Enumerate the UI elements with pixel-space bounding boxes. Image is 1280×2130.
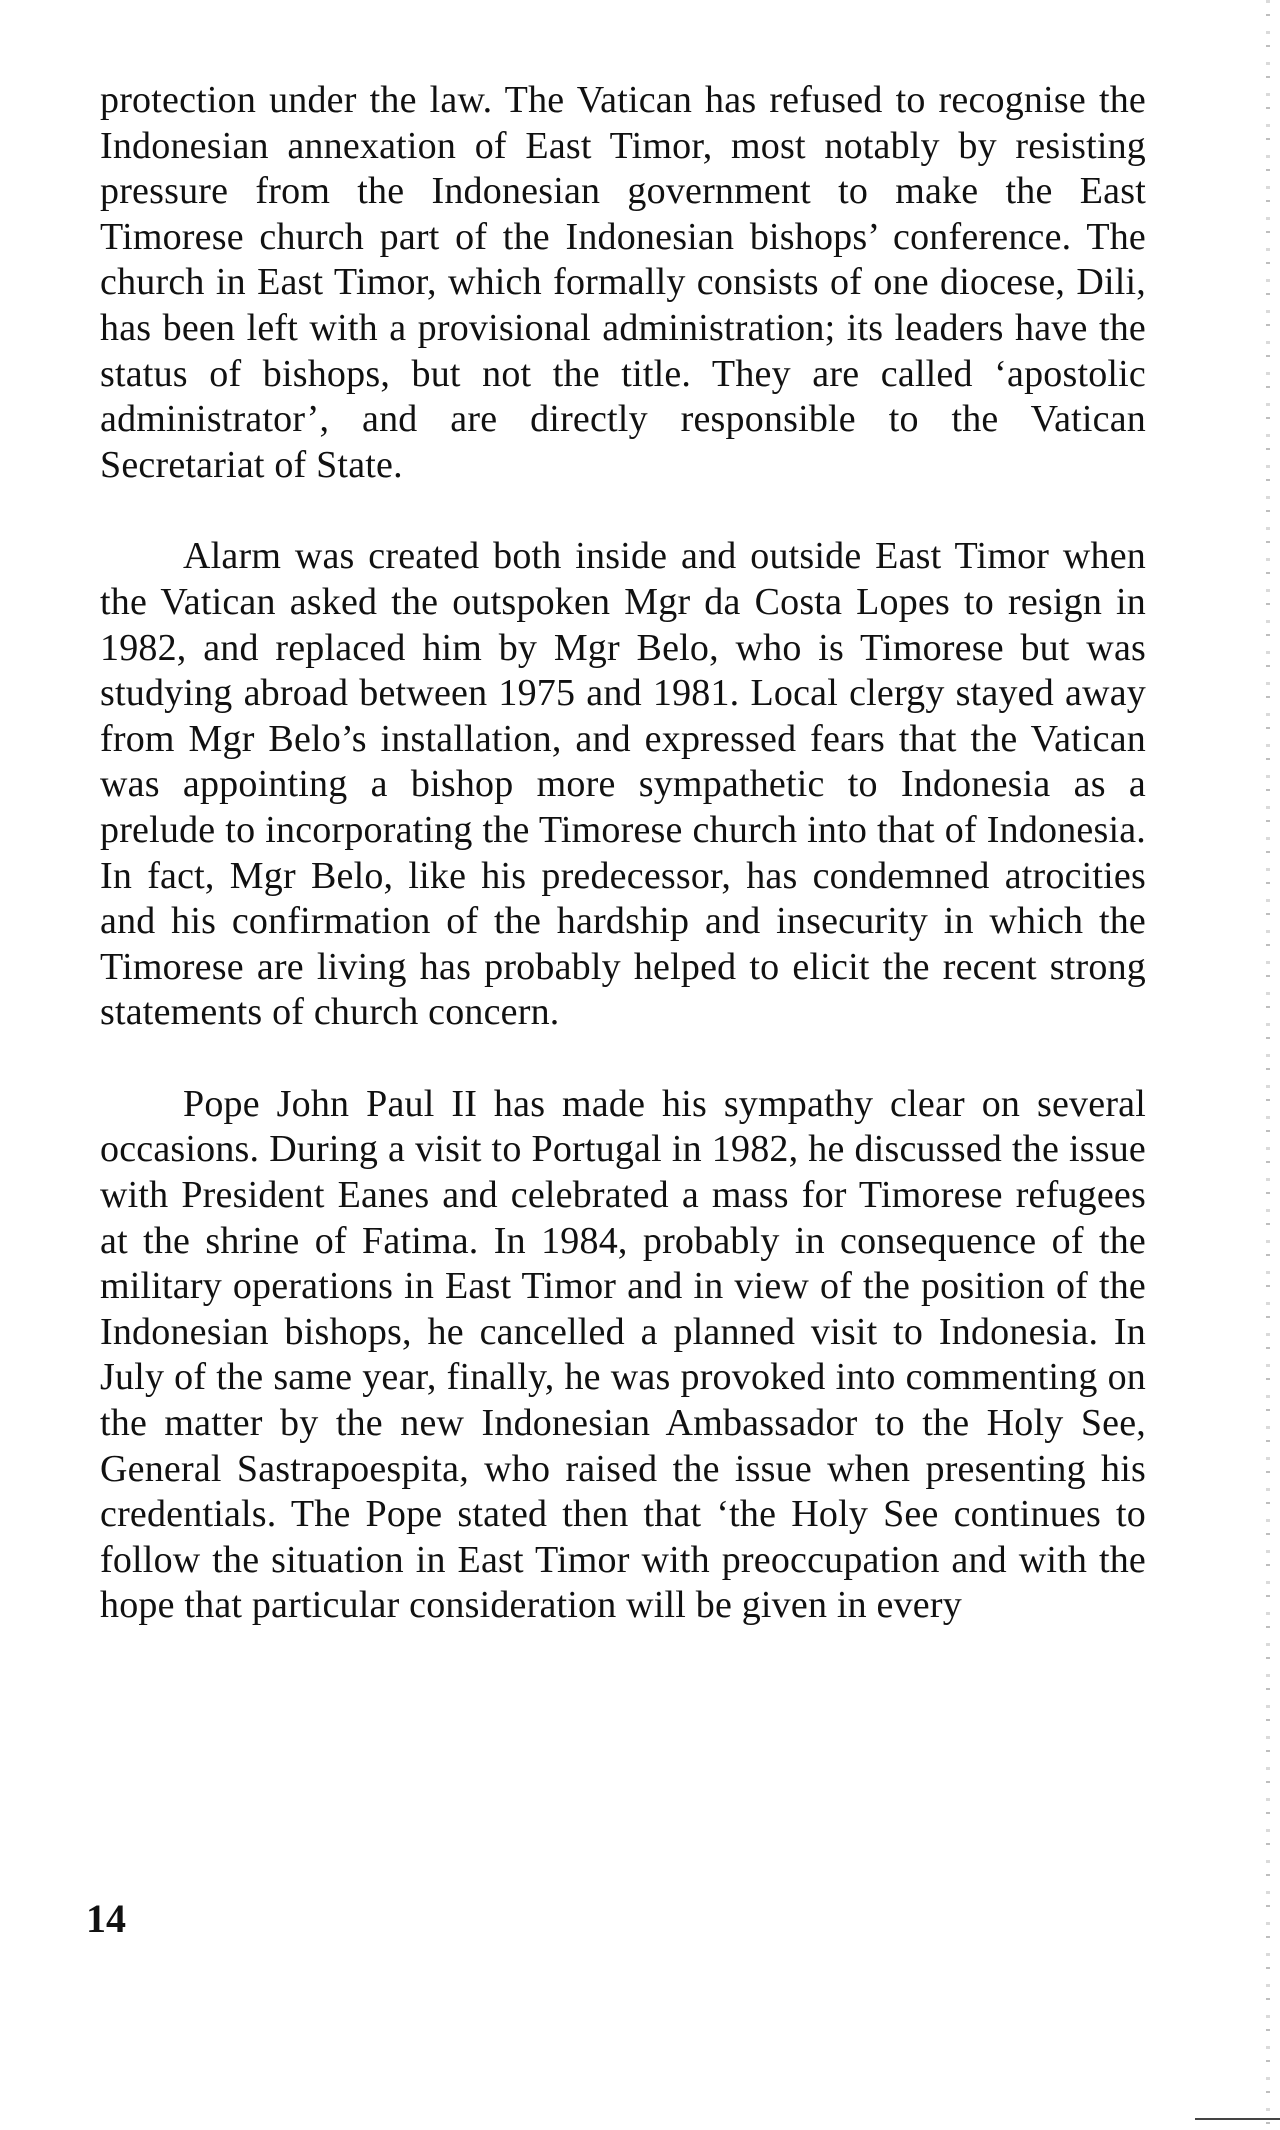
paragraph-1: protection under the law. The Vatican has refused to recognise the Indonesian annexation of East Timor, most notably by resisting pressure from the Indonesian government to make the East Timorese church part of the Indonesian bishops’ conference. The church in East Timor, which formally consists of one diocese, Dili, has been left with a provisional administration; its leaders have the status of bishops, but not the title. They are called ‘apostolic administrator’, and are directly responsible to the Vatican Secretariat of State. bbox=[100, 79, 1146, 486]
paragraph-3: Pope John Paul II has made his sympathy clear on several occasions. During a visit to Portugal in 1982, he discussed the issue with President Eanes and celebrated a mass for Timorese refugees at the shrine of Fatima. In 1984, probably in consequence of the military operations in East Timor and in view of the position of the Indonesian bishops, he cancelled a planned visit to Indonesia. In July of the same year, finally, he was provoked into commenting on the matter by the new Indonesian Ambassador to the Holy See, General Sastrapoespita, who raised the issue when presenting his credentials. The Pope stated then that ‘the Holy See continues to follow the situation in East Timor with preoccupation and with the hope that particular consideration will be given in every bbox=[100, 1082, 1146, 1627]
scan-edge bbox=[1266, 0, 1270, 2130]
page-number: 14 bbox=[86, 1896, 126, 1941]
body-text bbox=[100, 78, 1146, 1675]
paragraph-2: Alarm was created both inside and outside East Timor when the Vatican asked the outspoken Mgr da Costa Lopes to resign in 1982, and replaced him by Mgr Belo, who is Timorese but was studying abroad between 1975 and 1981. Local clergy stayed away from Mgr Belo’s installation, and expressed fears that the Vatican was appointing a bishop more sympathetic to Indonesia as a prelude to incorporating the Timorese church into that of Indonesia. In fact, Mgr Belo, like his predecessor, has condemned atrocities and his confirmation of the hardship and insecurity in which the Timorese are living has probably helped to elicit the recent strong statements of church concern. bbox=[100, 535, 1146, 1034]
scan-edge-line bbox=[1195, 2118, 1280, 2120]
